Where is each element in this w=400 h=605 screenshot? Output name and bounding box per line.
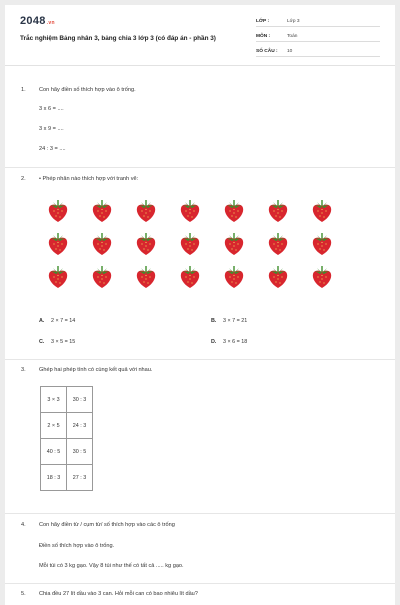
match-cell[interactable]: 27 : 3 (67, 465, 93, 491)
strawberry-icon (135, 232, 157, 256)
strawberry-icon (311, 265, 333, 289)
table-row (41, 413, 93, 439)
answer-option-c[interactable]: C. 3 × 5 = 15 (39, 339, 76, 345)
meta-row-subject (256, 30, 380, 42)
strawberry-icon (223, 232, 245, 256)
strawberry-icon (267, 232, 289, 256)
question-4-sentence[interactable]: Mỗi túi có 3 kg gạo. Vậy 8 túi như thế có tất cả ..... kg gạo. (39, 563, 184, 569)
question-3-prompt: Ghép hai phép tính có cùng kết quả với nhau. (39, 367, 153, 373)
strawberry-icon (179, 199, 201, 223)
strawberry-icon (223, 265, 245, 289)
divider (5, 167, 395, 168)
strawberry-icon (179, 265, 201, 289)
strawberry-icon (91, 232, 113, 256)
question-4-prompt: Con hãy điền từ / cụm từ/ số thích hợp vào các ô trống (39, 522, 175, 528)
strawberry-icon (47, 199, 69, 223)
question-4-number: 4. (21, 522, 26, 528)
question-1-number: 1. (21, 87, 26, 93)
meta-label: SỐ CÂU : (256, 49, 278, 54)
question-1-prompt: Con hãy điền số thích hợp vào ô trống. (39, 87, 136, 93)
meta-row-class (256, 15, 380, 27)
question-1-item[interactable]: 3 x 9 = .... (39, 126, 64, 132)
strawberry-icon (135, 265, 157, 289)
match-cell[interactable]: 3 × 3 (41, 387, 67, 413)
answer-option-b[interactable]: B. 3 × 7 = 21 (211, 318, 248, 324)
table-row (41, 465, 93, 491)
strawberry-icon (311, 199, 333, 223)
question-5-number: 5. (21, 591, 26, 597)
match-cell[interactable]: 18 : 3 (41, 465, 67, 491)
meta-label: LỚP : (256, 19, 270, 24)
table-row (41, 387, 93, 413)
worksheet-header (5, 5, 395, 66)
match-cell[interactable]: 24 : 3 (67, 413, 93, 439)
matching-table (40, 386, 93, 491)
divider (5, 513, 395, 514)
worksheet-page (5, 5, 395, 605)
question-2-prompt: • Phép nhân nào thích hợp với tranh vẽ: (39, 176, 139, 182)
strawberry-icon (91, 265, 113, 289)
strawberry-icon (47, 265, 69, 289)
strawberry-icon (179, 232, 201, 256)
question-2-number: 2. (21, 176, 26, 182)
question-1-item[interactable]: 24 : 3 = .... (39, 146, 66, 152)
meta-value: 10 (287, 49, 293, 54)
strawberry-icon (135, 199, 157, 223)
table-row (41, 439, 93, 465)
question-5-prompt: Chia đều 27 lít dầu vào 3 can. Hỏi mỗi can có bao nhiêu lít dầu? (39, 591, 198, 597)
question-1-item[interactable]: 3 x 6 = .... (39, 106, 64, 112)
question-4-instruction: Điền số thích hợp vào ô trống. (39, 543, 115, 549)
answer-option-d[interactable]: D. 3 × 6 = 18 (211, 339, 248, 345)
page-title: Trắc nghiệm Bảng nhân 3, bảng chia 3 lớp 3 (có đáp án - phần 3) (20, 35, 216, 42)
match-cell[interactable]: 30 : 5 (67, 439, 93, 465)
strawberry-icon (267, 199, 289, 223)
meta-label: MÔN : (256, 34, 271, 39)
answer-option-a[interactable]: A. 2 × 7 = 14 (39, 318, 76, 324)
match-cell[interactable]: 30 : 3 (67, 387, 93, 413)
strawberry-icon (223, 199, 245, 223)
match-cell[interactable]: 2 × 5 (41, 413, 67, 439)
meta-value: Lớp 3 (287, 19, 300, 24)
meta-row-count (256, 45, 380, 57)
site-logo[interactable]: 2048.vn (20, 15, 55, 27)
meta-value: Toán (287, 34, 298, 39)
strawberry-icon (311, 232, 333, 256)
divider (5, 583, 395, 584)
divider (5, 359, 395, 360)
strawberry-icon (267, 265, 289, 289)
strawberry-icon (91, 199, 113, 223)
match-cell[interactable]: 40 : 5 (41, 439, 67, 465)
question-3-number: 3. (21, 367, 26, 373)
strawberry-icon (47, 232, 69, 256)
